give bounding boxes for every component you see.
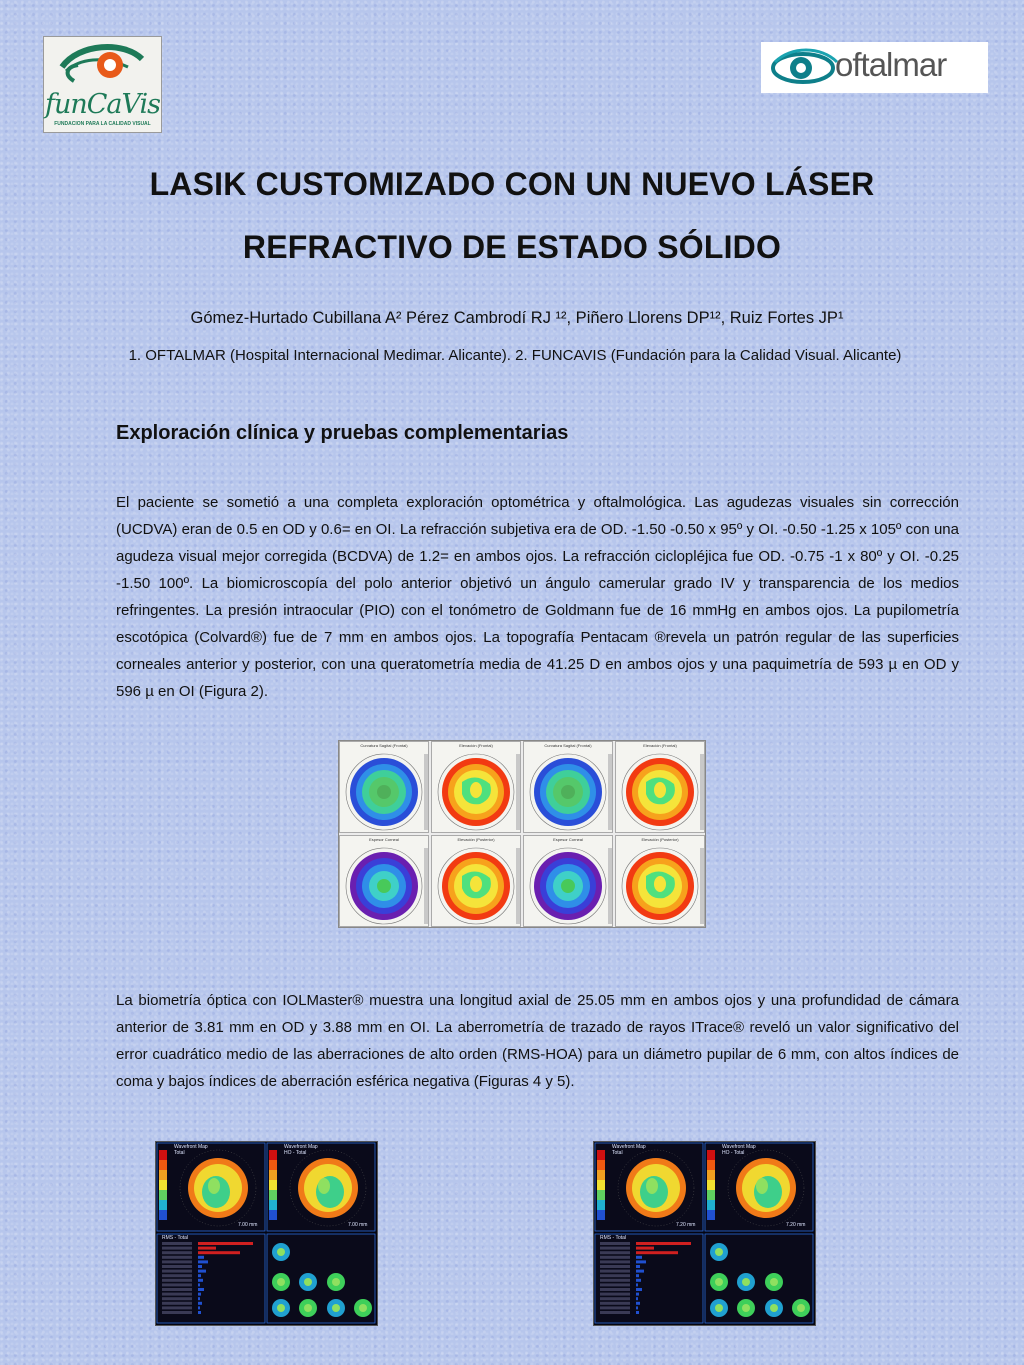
topography-map <box>432 742 521 833</box>
topography-panel-label: Curvatura Sagital (Frontal) <box>360 743 408 748</box>
wavefront-map-subtitle: HO - Total <box>722 1150 745 1156</box>
wavefront-map-subtitle: Total <box>612 1150 623 1156</box>
section-heading: Exploración clínica y pruebas complementarias <box>116 422 569 444</box>
topography-map <box>616 836 705 927</box>
topography-panel <box>339 835 429 927</box>
topography-panel-label: Elevación (Frontal) <box>459 743 493 748</box>
topography-panel <box>615 741 705 833</box>
title-line-2: REFRACTIVO DE ESTADO SÓLIDO <box>242 229 782 265</box>
funcavis-subtitle: FUNDACION PARA LA CALIDAD VISUAL <box>54 121 151 127</box>
topography-panel <box>615 835 705 927</box>
pupil-scale-label: 7.00 mm <box>348 1222 368 1228</box>
topography-panel-label: Elevación (Frontal) <box>643 743 677 748</box>
topography-panel <box>431 835 521 927</box>
title-line-1: LASIK CUSTOMIZADO CON UN NUEVO LÁSER <box>149 166 875 202</box>
oftalmar-wordmark: oftalmar <box>835 46 947 83</box>
itrace-wavefront-figure-od <box>155 1141 378 1326</box>
funcavis-wordmark: funCaVis <box>44 89 161 120</box>
topography-panel-label: Elevación (Posterior) <box>641 837 679 842</box>
topography-panel <box>339 741 429 833</box>
eye-icon <box>44 37 161 97</box>
wavefront-map-title: Wavefront Map <box>284 1144 318 1150</box>
rms-table-title: RMS - Total <box>600 1235 627 1241</box>
wavefront-map-subtitle: HO - Total <box>284 1150 307 1156</box>
rms-table-title: RMS - Total <box>162 1235 189 1241</box>
wavefront-map-title: Wavefront Map <box>174 1144 208 1150</box>
topography-panel <box>523 835 613 927</box>
wavefront-map-title: Wavefront Map <box>612 1144 646 1150</box>
wavefront-map-title: Wavefront Map <box>722 1144 756 1150</box>
pupil-scale-label: 7.20 mm <box>786 1222 806 1228</box>
topography-map <box>340 742 429 833</box>
topography-panel <box>431 741 521 833</box>
topography-map <box>524 836 613 927</box>
funcavis-logo <box>43 36 162 133</box>
topography-map <box>340 836 429 927</box>
itrace-wavefront-figure-oi <box>593 1141 816 1326</box>
topography-map <box>616 742 705 833</box>
paragraph-biometry: La biometría óptica con IOLMaster® muestra una longitud axial de 25.05 mm en ambos ojos y una profundidad de cámara anterior de 3.81 mm en OD y 3.88 mm en OI. La aberrometría de trazado de rayos ITrace® reveló un valor significativo del error cuadrático medio de las aberraciones de alto orden (RMS-HOA) para un diámetro pupilar de 6 mm, con altos índices de coma y bajos índices de aberración esférica negativa (Figuras 4 y 5). <box>116 992 959 1090</box>
topography-panel-label: Curvatura Sagital (Frontal) <box>544 743 592 748</box>
wavefront-panels <box>156 1142 377 1325</box>
pupil-scale-label: 7.00 mm <box>238 1222 258 1228</box>
topography-panel-label: Espesor Corneal <box>553 837 583 842</box>
pentacam-topography-figure <box>338 740 706 928</box>
authors: Gómez-Hurtado Cubillana A² Pérez Cambrodí RJ ¹², Piñero Llorens DP¹², Ruiz Fortes JP¹ <box>190 309 844 327</box>
pupil-scale-label: 7.20 mm <box>676 1222 696 1228</box>
wavefront-panels <box>594 1142 815 1325</box>
topography-panel-label: Elevación (Posterior) <box>457 837 495 842</box>
topography-panel <box>523 741 613 833</box>
affiliations: 1. OFTALMAR (Hospital Internacional Medimar. Alicante). 2. FUNCAVIS (Fundación para la Calidad Visual. Alicante) <box>128 347 902 364</box>
wavefront-map-subtitle: Total <box>174 1150 185 1156</box>
topography-map <box>524 742 613 833</box>
topography-map <box>432 836 521 927</box>
oftalmar-eye-icon <box>761 42 841 93</box>
paragraph-exploration: El paciente se sometió a una completa exploración optométrica y oftalmológica. Las agudezas visuales sin corrección (UCDVA) eran de 0.5 en OD y 0.6= en OI. La refracción subjetiva era de OD. -1.50 -0.50 x 95º y OI. -0.50 -1.25 x 105º con una agudeza visual mejor corregida (BCDVA) de 1.2= en ambos ojos. La refracción ciclopléjica fue OD. -0.75 -1 x 80º y OI. -0.25 -1.50 100º. La biomicroscopía del polo anterior objetivó un ángulo camerular grado IV y transparencia de los medios refringentes. La presión intraocular (PIO) con el tonómetro de Goldmann fue de 16 mmHg en ambos ojos. La pupilometría escotópica (Colvard®) fue de 7 mm en ambos ojos. La topografía Pentacam ®revela un patrón regular de las superficies corneales anterior y posterior, con una queratometría media de 41.25 D en ambos ojos y una paquimetría de 593 µ en OD y 596 µ en OI (Figura 2). <box>116 494 959 700</box>
topography-panel-label: Espesor Corneal <box>369 837 399 842</box>
oftalmar-logo <box>761 42 988 93</box>
